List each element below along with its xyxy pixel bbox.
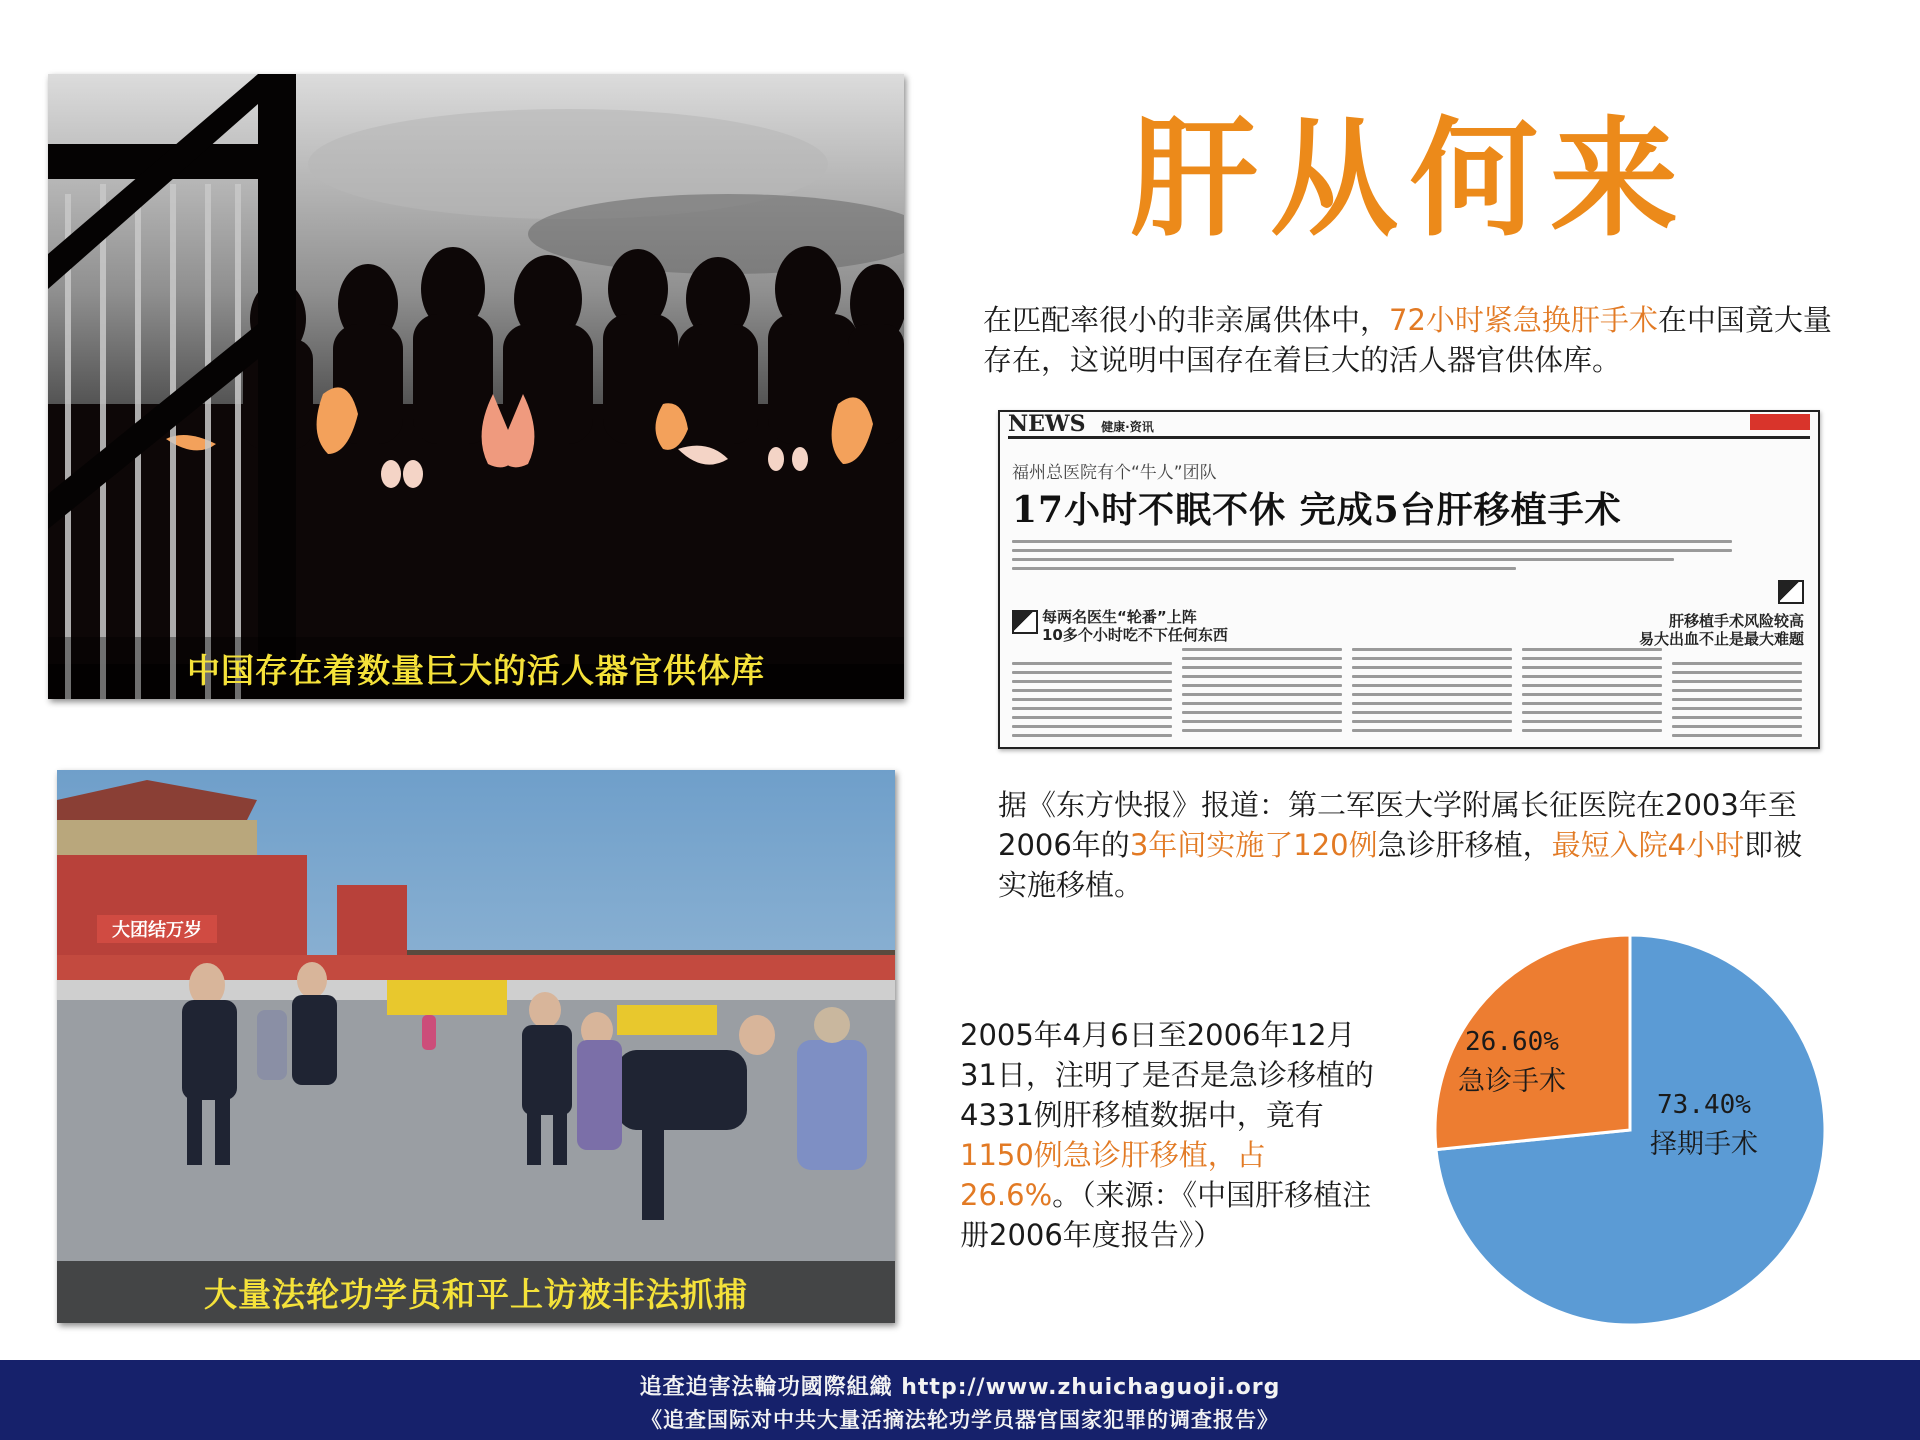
pie-label-emergency	[1458, 1022, 1566, 1102]
report-highlight-2: 最短入院4小时	[1551, 828, 1745, 862]
newspaper-subhead-left-2: 10多个小时吃不下任何东西	[1042, 626, 1228, 644]
intro-highlight: 72小时紧急换肝手术	[1389, 303, 1658, 337]
newspaper-subhead-right-2: 易大出血不止是最大难题	[1638, 630, 1804, 648]
newspaper-subhead-left-1: 每两名医生“轮番”上阵	[1042, 608, 1197, 626]
newspaper-section-icon	[1778, 580, 1804, 604]
newspaper-body-col-3	[1352, 648, 1512, 738]
newspaper-section-icon-left	[1012, 610, 1038, 634]
photo-top-caption: 中国存在着数量巨大的活人器官供体库	[48, 637, 904, 699]
newspaper-red-tag	[1750, 414, 1810, 430]
newspaper-section: 健康·资讯	[1101, 420, 1154, 434]
pie-category-label: 急诊手术	[1458, 1066, 1566, 1097]
newspaper-clipping	[998, 410, 1820, 749]
newspaper-subhead-right	[1639, 612, 1804, 648]
pie-percent-label: 26.60%	[1465, 1027, 1559, 1057]
report-paragraph	[998, 785, 1818, 905]
newspaper-subhead-right-1: 肝移植手术风险较高	[1668, 612, 1804, 630]
newspaper-body-col-4	[1522, 648, 1662, 738]
pie-category-label: 择期手术	[1650, 1129, 1758, 1160]
newspaper-lead-lines	[1012, 540, 1732, 576]
newspaper-masthead-title: NEWS	[1008, 411, 1086, 437]
stats-highlight: 1150例急诊肝移植，占26.6%	[960, 1138, 1266, 1212]
footer-report-title: 《追查国际对中共大量活摘法轮功学员器官国家犯罪的调查报告》	[641, 1408, 1279, 1432]
surgery-type-pie-chart	[1430, 930, 1830, 1330]
pie-label-elective	[1650, 1085, 1758, 1165]
photo-bottom-caption: 大量法轮功学员和平上访被非法抓捕	[57, 1261, 895, 1323]
stats-paragraph	[960, 1015, 1380, 1255]
banner-text: 大团结万岁	[112, 920, 202, 941]
newspaper-body-col-1	[1012, 662, 1172, 743]
footer-organization: 追查迫害法輪功國際組織 http://www.zhuichaguoji.org	[639, 1375, 1281, 1400]
newspaper-body-col-2	[1182, 648, 1342, 738]
silhouette-crowd-illustration	[48, 74, 904, 699]
page-title: 肝从何来	[1129, 105, 1690, 254]
pie-chart-svg	[1430, 930, 1830, 1330]
newspaper-masthead	[1008, 411, 1810, 439]
newspaper-headline: 17小时不眠不休 完成5台肝移植手术	[1012, 489, 1622, 531]
pie-percent-label: 73.40%	[1657, 1090, 1751, 1120]
tiananmen-arrest-photo	[57, 770, 895, 1323]
report-text-2: 急诊肝移植，	[1377, 828, 1552, 862]
silhouette-crowd-photo	[48, 74, 904, 699]
tiananmen-scene-illustration	[57, 770, 895, 1323]
intro-text-1: 在匹配率很小的非亲属供体中，	[983, 303, 1390, 337]
newspaper-subhead-left	[1042, 608, 1228, 644]
report-text-3: 即被实施移植。	[998, 828, 1803, 902]
intro-paragraph	[983, 300, 1833, 380]
newspaper-body-col-5	[1672, 662, 1802, 743]
intro-text-2: 在中国竟大量存在，这说明中国存在着巨大的活人器官供体库。	[983, 303, 1832, 377]
report-text-1: 据《东方快报》报道：第二军医大学附属长征医院在2003年至2006年的	[998, 788, 1797, 862]
report-highlight-1: 3年间实施了120例	[1129, 828, 1378, 862]
newspaper-kicker: 福州总医院有个“牛人”团队	[1012, 463, 1217, 483]
stats-text-2: 。（来源：《中国肝移植注册2006年度报告》）	[960, 1178, 1372, 1252]
stats-text-1: 2005年4月6日至2006年12月31日，注明了是否是急诊移植的4331例肝移植数据中，竟有	[960, 1018, 1374, 1132]
footer-bar	[0, 1360, 1920, 1440]
